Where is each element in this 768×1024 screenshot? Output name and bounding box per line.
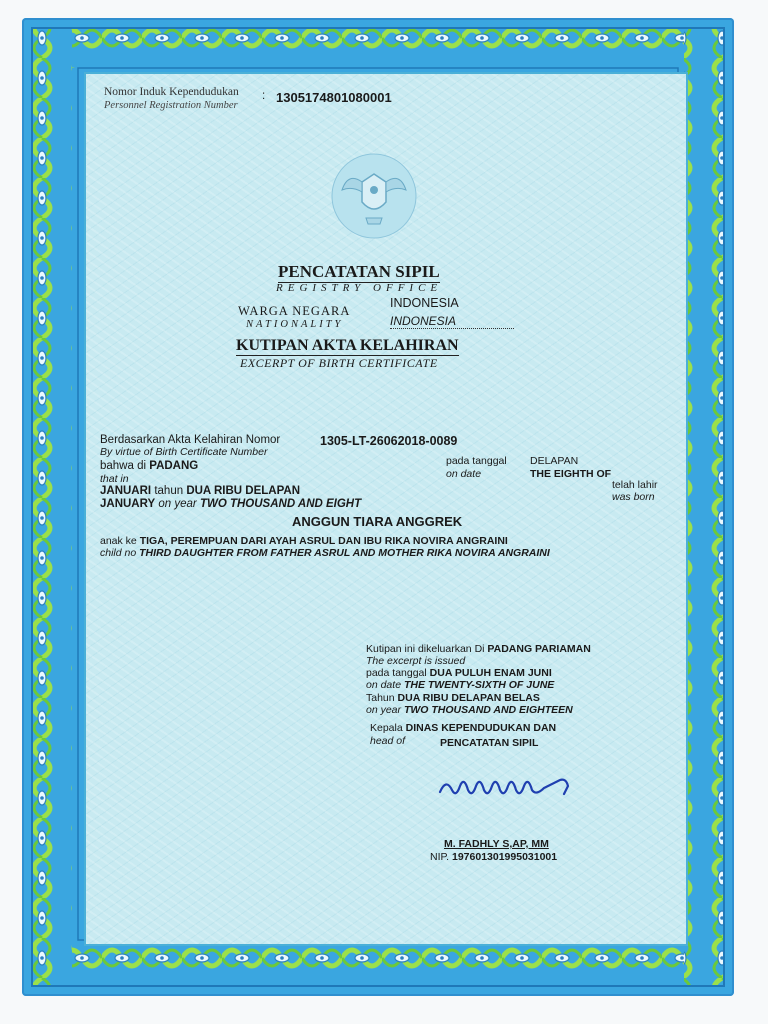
document-title-id: KUTIPAN AKTA KELAHIRAN <box>236 337 459 354</box>
born-label-en: was born <box>612 491 655 503</box>
child-no-label-en: child no <box>100 547 137 559</box>
issue-date-label-en: on date <box>366 679 402 691</box>
issue-date-label-id: pada tanggal <box>366 667 427 679</box>
certificate-number: 1305-LT-26062018-0089 <box>320 434 458 448</box>
head-office-1: DINAS KEPENDUDUKAN DAN <box>405 722 557 734</box>
child-name: ANGGUN TIARA ANGGREK <box>292 514 463 529</box>
birth-place: PADANG <box>149 460 199 472</box>
child-no-value-id: TIGA, PEREMPUAN DARI AYAH ASRUL DAN IBU RIKA NOVIRA ANGRAINI <box>139 535 508 547</box>
issued-line-id <box>366 643 591 655</box>
reg-label-id: Nomor Induk Kependudukan <box>104 86 239 98</box>
based-on-label-en: By virtue of Birth Certificate Number <box>100 446 268 458</box>
issued-place: PADANG PARIAMAN <box>487 643 591 655</box>
signature-icon <box>436 768 576 804</box>
issue-year-label-en: on year <box>366 704 402 716</box>
birth-month-year-en <box>100 498 361 510</box>
issued-label-id: Kutipan ini dikeluarkan Di <box>366 643 485 655</box>
issue-year-value-en: TWO THOUSAND AND EIGHTEEN <box>403 704 573 716</box>
birth-month-id: JANUARI <box>100 485 152 497</box>
issue-date-value-en: THE TWENTY-SIXTH OF JUNE <box>403 679 555 691</box>
child-no-en <box>100 547 550 559</box>
issue-year-label-id: Tahun <box>366 692 395 704</box>
that-in-label-en: that in <box>100 473 129 485</box>
child-no-label-id: anak ke <box>100 535 137 547</box>
birth-day-en: THE EIGHTH OF <box>530 468 612 480</box>
based-on-label-id: Berdasarkan Akta Kelahiran Nomor <box>100 434 281 446</box>
year-word-en: on year <box>158 498 197 510</box>
issue-year-value-id: DUA RIBU DELAPAN BELAS <box>397 692 540 704</box>
nip-number: 197601301995031001 <box>452 851 558 863</box>
head-label-id: Kepala <box>370 722 403 734</box>
issue-year-en <box>366 704 573 716</box>
issue-date-id <box>366 667 552 679</box>
that-in-label-id <box>100 460 198 472</box>
issue-year-id <box>366 692 540 704</box>
reg-label-en: Personnel Registration Number <box>104 100 238 111</box>
on-date-label-en: on date <box>446 468 482 480</box>
official-nip <box>430 851 557 863</box>
that-in-prefix: bahwa di <box>100 460 147 472</box>
document-title-en: EXCERPT OF BIRTH CERTIFICATE <box>240 356 438 370</box>
birth-year-en: TWO THOUSAND AND EIGHT <box>199 498 362 510</box>
garuda-emblem-icon <box>328 152 420 240</box>
official-name: M. FADHLY S,AP, MM <box>444 838 549 850</box>
nationality-value-en: INDONESIA <box>390 314 514 329</box>
on-date-label-id: pada tanggal <box>446 455 507 467</box>
issue-date-en <box>366 679 554 691</box>
head-line-id <box>370 722 556 734</box>
birth-month-en: JANUARY <box>100 498 156 510</box>
birth-year-id: DUA RIBU DELAPAN <box>186 485 301 497</box>
office-title-en: REGISTRY OFFICE <box>276 282 443 294</box>
nip-label: NIP. <box>430 851 450 863</box>
nationality-label-en: NATIONALITY <box>246 319 344 330</box>
birth-day-id: DELAPAN <box>530 455 579 467</box>
born-label-id: telah lahir <box>612 479 658 491</box>
year-word-id: tahun <box>154 485 184 497</box>
nationality-label-id: WARGA NEGARA <box>238 304 351 318</box>
issue-date-value-id: DUA PULUH ENAM JUNI <box>429 667 552 679</box>
birth-month-year-id <box>100 485 300 497</box>
head-office-2: PENCATATAN SIPIL <box>440 737 539 749</box>
reg-colon: : <box>262 90 266 102</box>
child-no-value-en: THIRD DAUGHTER FROM FATHER ASRUL AND MOTHER RIKA NOVIRA ANGRAINI <box>139 547 550 559</box>
reg-number: 1305174801080001 <box>276 90 392 105</box>
nationality-value-id: INDONESIA <box>390 296 459 310</box>
head-label-en: head of <box>370 735 406 747</box>
issued-label-en: The excerpt is issued <box>366 655 466 667</box>
office-title-id: PENCATATAN SIPIL <box>278 262 440 281</box>
child-no-id <box>100 535 508 547</box>
